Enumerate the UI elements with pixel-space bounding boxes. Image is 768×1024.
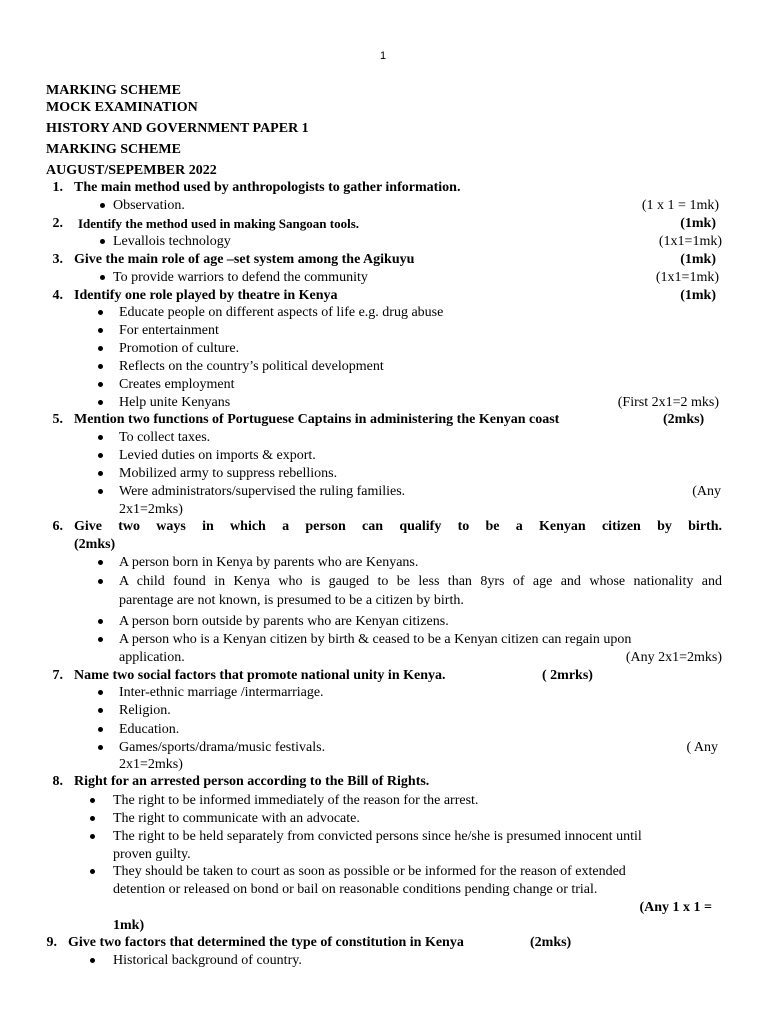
answer-item: Educate people on different aspects of life e.g. drug abuse bbox=[119, 305, 444, 320]
header-title-2: MOCK EXAMINATION bbox=[46, 100, 198, 115]
header-title-4: MARKING SCHEME bbox=[46, 142, 181, 157]
question-text: Identify the method used in making Sangoan tools. bbox=[78, 216, 359, 231]
answer-item: Inter-ethnic marriage /intermarriage. bbox=[119, 685, 324, 700]
bullet-icon bbox=[100, 203, 105, 208]
marks-allocation: 2x1=2mks) bbox=[119, 502, 183, 517]
question-number: 7. bbox=[52, 668, 63, 683]
answer-item: Levied duties on imports & export. bbox=[119, 448, 316, 463]
bullet-icon bbox=[98, 745, 103, 750]
question-marks: (1mk) bbox=[680, 216, 716, 231]
answer-item: Creates employment bbox=[119, 377, 235, 392]
answer-item: A child found in Kenya who is gauged to be less than 8yrs of age and whose nationality and bbox=[119, 574, 722, 589]
answer-item: The right to communicate with an advocate. bbox=[113, 811, 360, 826]
question-number: 8. bbox=[52, 774, 63, 789]
question-marks: (1mk) bbox=[680, 288, 716, 303]
bullet-icon bbox=[90, 869, 95, 874]
bullet-icon bbox=[98, 453, 103, 458]
answer-item: Mobilized army to suppress rebellions. bbox=[119, 466, 338, 481]
answer-item: Help unite Kenyans bbox=[119, 395, 231, 410]
answer-item: Levallois technology bbox=[113, 234, 231, 249]
marks-allocation: (1x1=1mk) bbox=[655, 270, 719, 285]
bullet-icon bbox=[98, 328, 103, 333]
question-number: 2. bbox=[52, 216, 63, 231]
question-marks: (2mks) bbox=[74, 537, 116, 552]
bullet-icon bbox=[98, 310, 103, 315]
bullet-icon bbox=[98, 364, 103, 369]
bullet-icon bbox=[98, 382, 103, 387]
bullet-icon bbox=[90, 798, 95, 803]
marks-allocation: (1 x 1 = 1mk) bbox=[641, 198, 719, 213]
bullet-icon bbox=[90, 958, 95, 963]
header-title-1: MARKING SCHEME bbox=[46, 83, 181, 98]
header-title-3: HISTORY AND GOVERNMENT PAPER 1 bbox=[46, 121, 309, 136]
marks-allocation: 2x1=2mks) bbox=[119, 757, 183, 772]
marks-allocation: (First 2x1=2 mks) bbox=[617, 395, 719, 410]
bullet-icon bbox=[90, 834, 95, 839]
header-title-5: AUGUST/SEPEMBER 2022 bbox=[46, 163, 217, 178]
question-marks: (2mks) bbox=[530, 935, 572, 950]
bullet-icon bbox=[98, 619, 103, 624]
bullet-icon bbox=[98, 471, 103, 476]
answer-item: Religion. bbox=[119, 703, 171, 718]
answer-item: A person born in Kenya by parents who are Kenyans. bbox=[119, 555, 419, 570]
bullet-icon bbox=[98, 560, 103, 565]
question-number: 6. bbox=[52, 519, 63, 534]
marks-allocation: (1x1=1mk) bbox=[658, 234, 722, 249]
marks-allocation: 1mk) bbox=[113, 918, 145, 933]
answer-item-continuation: detention or released on bond or bail on reasonable conditions pending change or trial. bbox=[113, 882, 598, 897]
question-number: 1. bbox=[52, 180, 63, 195]
marks-allocation: (Any 2x1=2mks) bbox=[625, 650, 722, 665]
question-number: 3. bbox=[52, 252, 63, 267]
answer-item: Reflects on the country’s political development bbox=[119, 359, 384, 374]
bullet-icon bbox=[90, 816, 95, 821]
answer-item: The right to be informed immediately of the reason for the arrest. bbox=[113, 793, 479, 808]
bullet-icon bbox=[98, 400, 103, 405]
answer-item: They should be taken to court as soon as possible or be informed for the reason of extended bbox=[113, 864, 626, 879]
marks-allocation: ( Any bbox=[686, 740, 718, 755]
answer-item: The right to be held separately from convicted persons since he/she is presumed innocent until bbox=[113, 829, 642, 844]
bullet-icon bbox=[100, 239, 105, 244]
answer-item: To provide warriors to defend the community bbox=[113, 270, 368, 285]
bullet-icon bbox=[98, 346, 103, 351]
answer-item: Promotion of culture. bbox=[119, 341, 240, 356]
question-text: Right for an arrested person according to the Bill of Rights. bbox=[74, 774, 430, 789]
bullet-icon bbox=[98, 690, 103, 695]
question-number: 4. bbox=[52, 288, 63, 303]
answer-item-continuation: application. bbox=[119, 650, 185, 665]
page-number: 1 bbox=[380, 50, 387, 62]
bullet-icon bbox=[100, 275, 105, 280]
bullet-icon bbox=[98, 579, 103, 584]
question-text: Identify one role played by theatre in Kenya bbox=[74, 288, 338, 303]
question-text: Name two social factors that promote national unity in Kenya. bbox=[74, 668, 446, 683]
answer-item: For entertainment bbox=[119, 323, 219, 338]
question-text: Give two factors that determined the type of constitution in Kenya bbox=[68, 935, 464, 950]
marks-allocation: (Any 1 x 1 = bbox=[639, 900, 712, 915]
answer-item: Observation. bbox=[113, 198, 185, 213]
answer-item-continuation: parentage are not known, is presumed to be a citizen by birth. bbox=[119, 593, 464, 608]
question-text: Give two ways in which a person can qualify to be a Kenyan citizen by birth. bbox=[74, 519, 722, 534]
question-number: 9. bbox=[46, 935, 57, 950]
question-marks: (1mk) bbox=[680, 252, 716, 267]
bullet-icon bbox=[98, 435, 103, 440]
answer-item: Education. bbox=[119, 722, 180, 737]
question-number: 5. bbox=[52, 412, 63, 427]
answer-item-continuation: proven guilty. bbox=[113, 847, 191, 862]
question-marks: (2mks) bbox=[663, 412, 705, 427]
bullet-icon bbox=[98, 637, 103, 642]
bullet-icon bbox=[98, 489, 103, 494]
bullet-icon bbox=[98, 708, 103, 713]
answer-item: Historical background of country. bbox=[113, 953, 302, 968]
question-text: Give the main role of age –set system among the Agikuyu bbox=[74, 252, 415, 267]
answer-item: A person born outside by parents who are Kenyan citizens. bbox=[119, 614, 449, 629]
bullet-icon bbox=[98, 727, 103, 732]
answer-item: To collect taxes. bbox=[119, 430, 211, 445]
question-marks: ( 2mrks) bbox=[542, 668, 593, 683]
answer-item: A person who is a Kenyan citizen by birth & ceased to be a Kenyan citizen can regain upon bbox=[119, 632, 632, 647]
marks-allocation: (Any bbox=[692, 484, 721, 499]
answer-item: Were administrators/supervised the ruling families. bbox=[119, 484, 406, 499]
answer-item: Games/sports/drama/music festivals. bbox=[119, 740, 326, 755]
question-text: The main method used by anthropologists to gather information. bbox=[74, 180, 461, 195]
question-text: Mention two functions of Portuguese Captains in administering the Kenyan coast bbox=[74, 412, 560, 427]
